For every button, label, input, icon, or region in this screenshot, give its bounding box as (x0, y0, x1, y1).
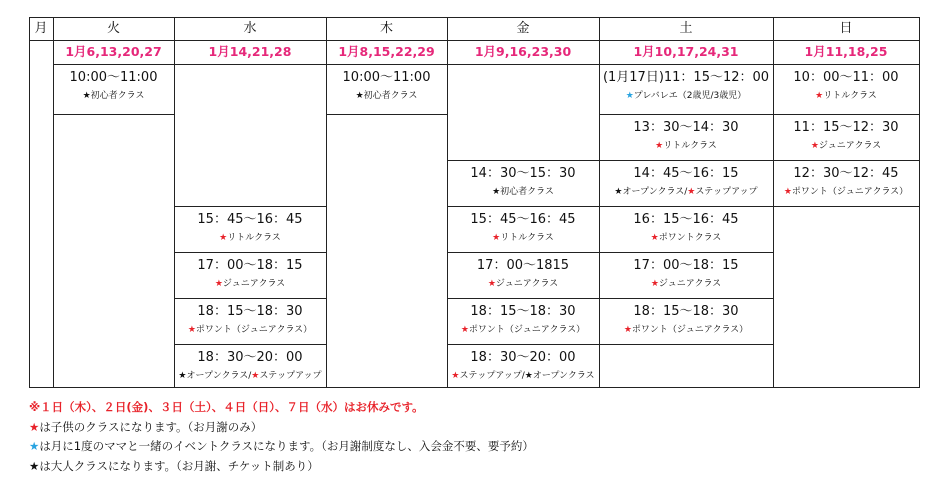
event-class-text: は月に1度のママと一緒のイベントクラスになります。（お月謝制度なし、入会金不要、要予約） (39, 439, 534, 453)
class-name: リトルクラス (227, 233, 281, 243)
class-name: ジュニアクラス (658, 279, 722, 289)
row-divider (447, 344, 599, 345)
class-name: オープンクラス/ (186, 371, 252, 381)
row-divider (447, 252, 599, 253)
adult-class-text: は大人クラスになります。（お月謝、チケット制あり） (39, 459, 319, 473)
dates-wed: 1月14,21,28 (208, 44, 292, 59)
row-divider (174, 344, 326, 345)
table-border-right (919, 17, 920, 388)
class-name: ポワント（ジュニアクラス） (468, 325, 586, 335)
dates-tue: 1月6,13,20,27 (65, 44, 162, 59)
class-time: 13：30～14：30 (633, 120, 739, 135)
row-divider (599, 160, 773, 161)
dates-thu: 1月8,15,22,29 (338, 44, 435, 59)
adult-class-note (29, 458, 319, 474)
class-name: ジュニアクラス (495, 279, 559, 289)
class-label-line (53, 89, 174, 103)
black-star-icon: ★ (29, 459, 40, 473)
row-divider (773, 206, 919, 207)
row-divider (599, 344, 773, 345)
star-icon: ★ (650, 233, 659, 243)
class-time: 18：15～18：30 (470, 304, 576, 319)
date-divider (53, 64, 919, 65)
class-label-line (174, 369, 326, 383)
row-divider (447, 206, 599, 207)
dates-fri: 1月9,16,23,30 (474, 44, 572, 59)
class-time: 16：15～16：45 (633, 212, 739, 227)
class-name: ジュニアクラス (818, 141, 882, 151)
blue-star-icon: ★ (29, 439, 40, 453)
class-name: ポワント（ジュニアクラス） (631, 325, 749, 335)
class-time: 12：30～12：45 (793, 166, 899, 181)
star-icon: ★ (492, 233, 501, 243)
class-time: 17：00～1815 (476, 258, 570, 273)
class-name: ジュニアクラス (222, 279, 286, 289)
class-label-line (599, 185, 773, 199)
star-icon: ★ (614, 187, 623, 197)
class-name: オープンクラス (532, 371, 595, 381)
dates-sun: 1月11,18,25 (804, 44, 888, 59)
class-name: 初心者クラス (90, 91, 145, 101)
header-thu: 木 (379, 21, 393, 36)
class-time: 14：30～15：30 (470, 166, 576, 181)
class-label-line (447, 231, 599, 245)
class-label-line (599, 139, 773, 153)
class-time: 11：15～12：30 (793, 120, 899, 135)
class-name: ステップアップ (695, 187, 758, 197)
star-icon: ★ (655, 141, 664, 151)
header-sat: 土 (679, 21, 693, 36)
table-border-bottom (29, 387, 920, 388)
star-icon: ★ (492, 187, 501, 197)
header-sun: 日 (839, 21, 853, 36)
header-fri: 金 (516, 21, 530, 36)
class-label-line (599, 89, 773, 103)
class-name: リトルクラス (823, 91, 877, 101)
class-label-line (174, 323, 326, 337)
class-name: ステップアップ (259, 371, 322, 381)
class-time: 15：45～16：45 (197, 212, 303, 227)
class-label-line (599, 323, 773, 337)
class-time: 18：15～18：30 (633, 304, 739, 319)
class-label-line (174, 231, 326, 245)
star-icon: ★ (487, 279, 496, 289)
star-icon: ★ (460, 325, 469, 335)
star-icon: ★ (650, 279, 659, 289)
row-divider (174, 206, 326, 207)
row-divider (174, 252, 326, 253)
row-divider (53, 114, 174, 115)
star-icon: ★ (810, 141, 819, 151)
class-name: ステップアップ/ (459, 371, 525, 381)
class-name: ポワントクラス (658, 233, 722, 243)
class-time: 18：30～20：00 (470, 350, 576, 365)
class-name: 初心者クラス (363, 91, 418, 101)
class-time: 10:00～11:00 (69, 70, 158, 85)
star-icon: ★ (219, 233, 228, 243)
star-icon: ★ (623, 325, 632, 335)
class-time: 10:00～11:00 (342, 70, 431, 85)
star-icon: ★ (783, 187, 792, 197)
row-divider (174, 298, 326, 299)
class-label-line (326, 89, 447, 103)
row-divider (599, 206, 773, 207)
class-time: 17：00～18：15 (197, 258, 303, 273)
star-icon: ★ (815, 91, 824, 101)
star-icon: ★ (451, 371, 460, 381)
class-name: リトルクラス (663, 141, 717, 151)
class-name: ポワント（ジュニアクラス） (791, 187, 909, 197)
row-divider (773, 160, 919, 161)
class-label-line (773, 89, 919, 103)
class-label-line (447, 185, 599, 199)
star-icon: ★ (355, 91, 364, 101)
row-divider (447, 160, 599, 161)
star-icon: ★ (82, 91, 91, 101)
red-star-icon: ★ (29, 420, 40, 434)
class-time: 14：45～16：15 (633, 166, 739, 181)
header-tue: 火 (106, 21, 120, 36)
event-class-note (29, 438, 534, 454)
star-icon: ★ (187, 325, 196, 335)
class-time: 18：15～18：30 (197, 304, 303, 319)
class-time: (1月17日)11：15～12：00 (602, 70, 770, 85)
dates-sat: 1月10,17,24,31 (633, 44, 739, 59)
star-icon: ★ (214, 279, 223, 289)
class-name: ポワント（ジュニアクラス） (195, 325, 313, 335)
class-time: 10：00～11：00 (793, 70, 899, 85)
star-icon: ★ (687, 187, 696, 197)
header-divider (29, 40, 919, 41)
class-name: リトルクラス (500, 233, 554, 243)
row-divider (599, 114, 773, 115)
class-label-line (773, 139, 919, 153)
star-icon: ★ (524, 371, 533, 381)
child-class-note (29, 419, 262, 435)
class-label-line (599, 231, 773, 245)
class-label-line (447, 369, 599, 383)
star-icon: ★ (178, 371, 187, 381)
row-divider (599, 252, 773, 253)
class-time: 17：00～18：15 (633, 258, 739, 273)
class-name: オープンクラス/ (622, 187, 688, 197)
class-label-line (599, 277, 773, 291)
star-icon: ★ (625, 91, 634, 101)
class-label-line (447, 277, 599, 291)
star-icon: ★ (251, 371, 260, 381)
class-time: 15：45～16：45 (470, 212, 576, 227)
row-divider (773, 114, 919, 115)
row-divider (447, 298, 599, 299)
row-divider (326, 114, 447, 115)
class-label-line (773, 185, 919, 199)
class-label-line (447, 323, 599, 337)
class-name: 初心者クラス (500, 187, 554, 197)
child-class-text: は子供のクラスになります。（お月謝のみ） (39, 420, 263, 434)
table-border-top (29, 17, 919, 18)
holiday-note: ※１日（木）、２日(金)、３日（土）、４日（日）、７日（水）はお休みです。 (29, 400, 424, 414)
class-name: プレバレエ（2歳児/3歳児） (633, 91, 747, 101)
row-divider (599, 298, 773, 299)
class-label-line (174, 277, 326, 291)
header-wed: 水 (243, 21, 257, 36)
table-border-left (29, 17, 30, 387)
class-time: 18：30～20：00 (197, 350, 303, 365)
header-mon: 月 (34, 21, 48, 36)
